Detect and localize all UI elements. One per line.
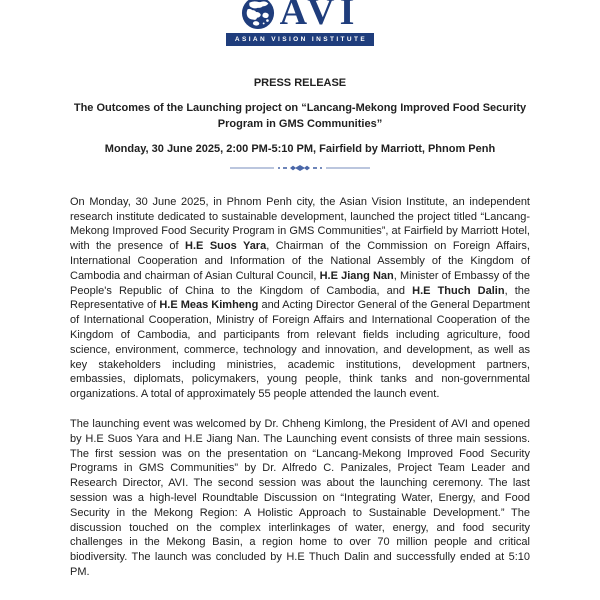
logo-acronym: AVI [279,0,360,33]
ornament-divider-icon [230,163,370,173]
press-release-kicker: PRESS RELEASE [253,77,347,89]
press-release-paragraph: The launching event was welcomed by Dr. Chheng Kimlong, the President of AVI and opened by H.E Suos Yara and H.E Jiang Nan. The Launching event consists of three main sessions. The first session was on the presentation on “Lancang-Mekong Improved Food Security Programs in GMS Communities” by Dr. Alfredo C. Panizales, Project Team Leader and Research Director, AVI. The second session was about the launching ceremony. The last session was a high-level Roundtable Discussion on “Integrating Water, Energy, and Food Security in the Mekong Region: A Holistic Approach to Sustainable Development.” The discussion touched on the complex interlinkages of water, energy, and food security challenges in the Mekong Basin, a region home to over 70 million people and critical biodiversity. The launch was concluded by H.E Thuch Dalin and successfully ended at 5:10 PM. [70,418,530,578]
press-release-paragraph: On Monday, 30 June 2025, in Phnom Penh city, the Asian Vision Institute, an independent research institute dedicated to sustainable development, launched the project titled “Lancang-Mekong Improved Food Security Program in GMS Communities”, at Fairfield by Marriott Hotel, with the presence of H.E Suos Yara, Chairman of the Commission on Foreign Affairs, International Cooperation and Information of the National Assembly of the Kingdom of Cambodia and chairman of Asian Cultural Council, H.E Jiang Nan, Minister of Embassy of the People's Republic of China to the Kingdom of Cambodia, and H.E Thuch Dalin, the Representative of H.E Meas Kimheng and Acting Director General of the General Department of International Cooperation, Ministry of Foreign Affairs and International Cooperation of the Kingdom of Cambodia, and participants from relevant fields including agriculture, food science, environment, commerce, technology and innovation, and development, as well as key stakeholders including ministries, academic institutions, development partners, embassies, diplomats, policymakers, young people, think tanks and non-governmental organizations. A total of approximately 55 people attended the launch event. [70,195,531,401]
document-title: The Outcomes of the Launching project on “Lancang-Mekong Improved Food Security Program in GMS Communities” [73,102,527,130]
document-body [70,195,530,580]
globe-icon [241,0,275,30]
avi-logo [0,0,600,46]
event-datetime-venue: Monday, 30 June 2025, 2:00 PM-5:10 PM, Fairfield by Marriott, Phnom Penh [104,142,496,155]
logo-banner: ASIAN VISION INSTITUTE [226,33,374,46]
